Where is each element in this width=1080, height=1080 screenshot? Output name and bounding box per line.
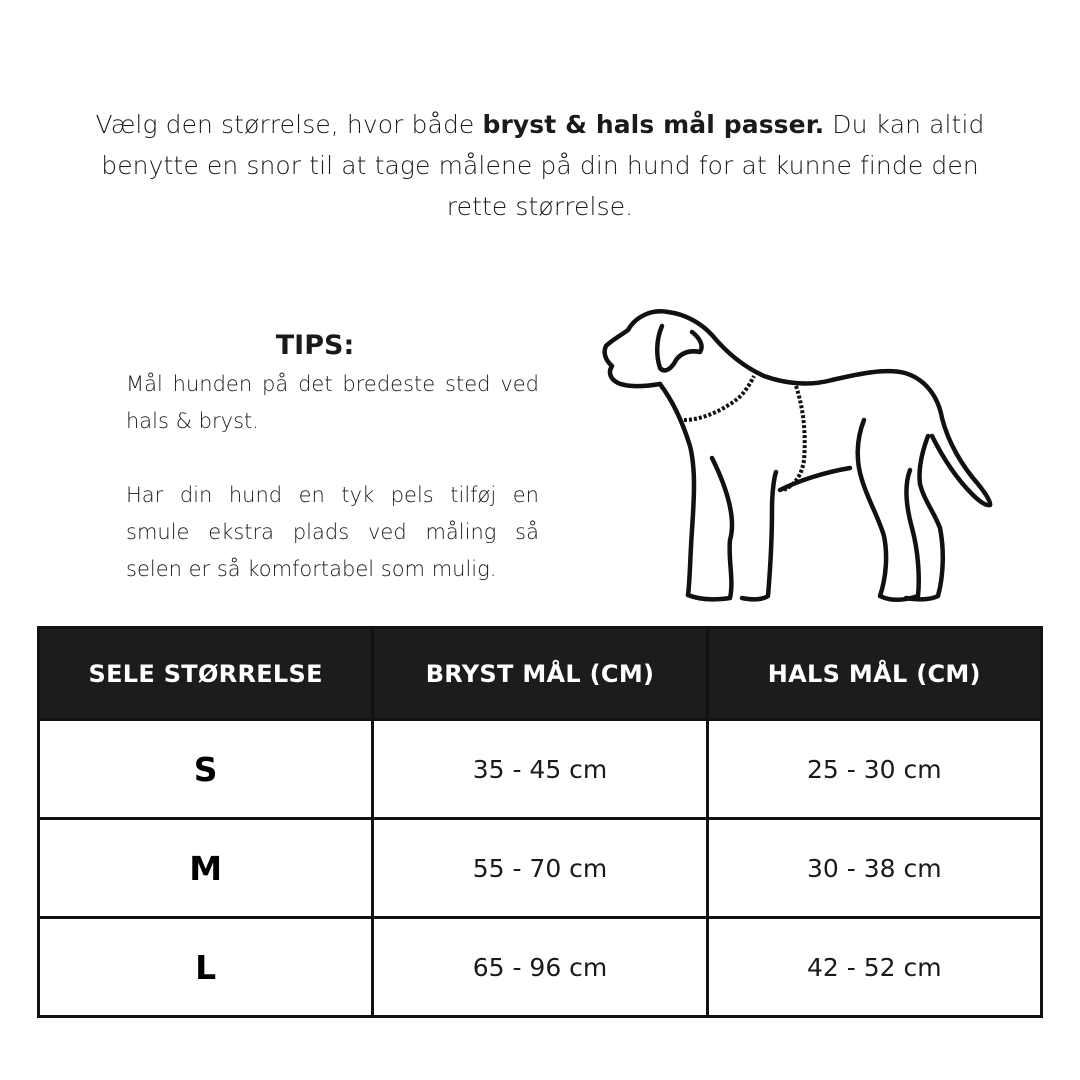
- dog-tail-inner: [932, 436, 990, 505]
- tips-paragraph-1: Mål hunden på det bredeste sted ved hals & bryst.: [126, 372, 539, 433]
- tips-title: TIPS:: [275, 330, 355, 361]
- tips-paragraph-2: Har din hund en tyk pels tilføj en smule ekstra plads ved måling så selen er så komfortabel som mulig.: [126, 483, 539, 581]
- bryst-cell: 55 - 70 cm: [373, 819, 707, 918]
- header-bryst-maal: BRYST MÅL (CM): [373, 628, 707, 720]
- table-header-row: [39, 628, 1042, 720]
- intro-text-before: Vælg den størrelse, hvor både: [95, 110, 483, 139]
- chest-rope: [784, 386, 805, 490]
- table-row: [39, 819, 1042, 918]
- bryst-cell: 65 - 96 cm: [373, 918, 707, 1017]
- dog-front-leg-2: [742, 472, 776, 599]
- hals-cell: 25 - 30 cm: [707, 720, 1041, 819]
- hals-cell: 42 - 52 cm: [707, 918, 1041, 1017]
- dog-measuring-icon: [598, 302, 998, 607]
- neck-rope: [684, 376, 754, 420]
- size-cell: S: [39, 720, 373, 819]
- table-row: [39, 918, 1042, 1017]
- size-table: [37, 626, 1043, 1018]
- dog-muzzle-outline: [605, 330, 660, 386]
- dog-ear-outline: [657, 326, 701, 370]
- bryst-cell: 35 - 45 cm: [373, 720, 707, 819]
- header-sele-storrelse: SELE STØRRELSE: [39, 628, 373, 720]
- intro-text-bold: bryst & hals mål passer.: [482, 110, 825, 139]
- dog-hind-leg-outer: [858, 420, 919, 600]
- dog-chest-outline: [660, 384, 694, 595]
- hals-cell: 30 - 38 cm: [707, 819, 1041, 918]
- size-cell: L: [39, 918, 373, 1017]
- size-cell: M: [39, 819, 373, 918]
- table-row: [39, 720, 1042, 819]
- header-hals-maal: HALS MÅL (CM): [707, 628, 1041, 720]
- intro-text-after: Du kan altid benytte en snor til at tage målene på din hund for at kunne finde den rette størrelse.: [101, 110, 985, 221]
- intro-text: [90, 104, 990, 227]
